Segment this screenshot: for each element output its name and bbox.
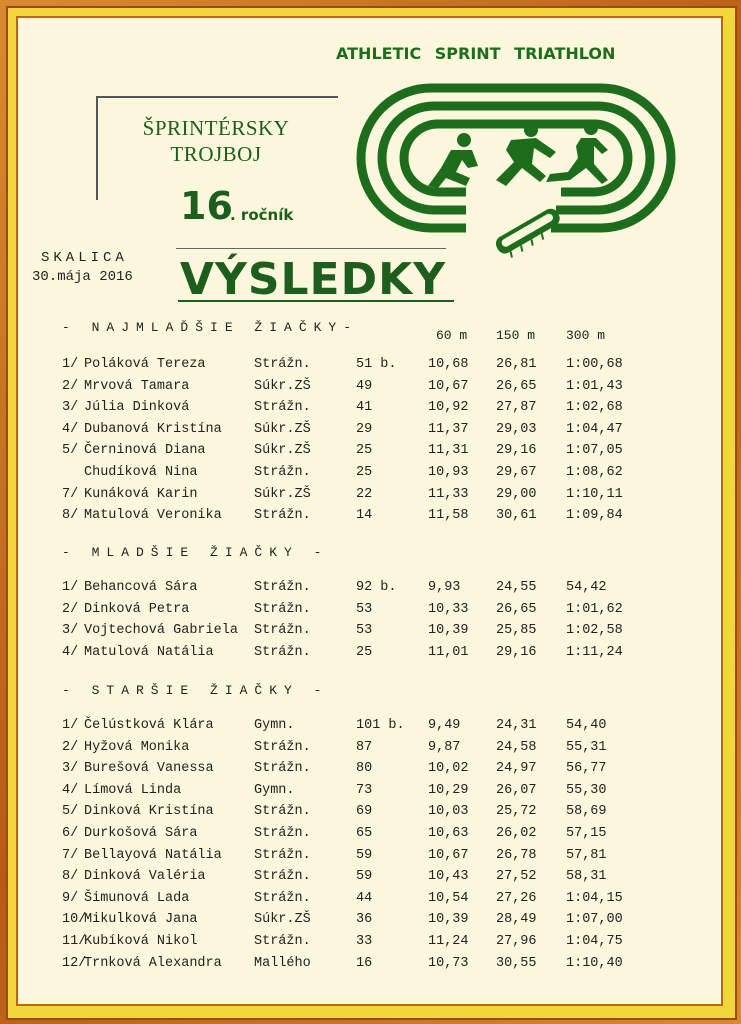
athlete-name: Dinková Petra [84, 601, 190, 617]
result-row [18, 804, 725, 824]
result-row [18, 487, 725, 507]
result-row [18, 956, 725, 976]
time-300m: 1:01,62 [566, 601, 623, 617]
athlete-name: Poláková Tereza [84, 357, 206, 372]
athlete-name: Matulová Natália [84, 644, 214, 660]
time-150m: 24,55 [496, 580, 537, 595]
result-row [18, 869, 725, 889]
result-rank: 9/ [62, 890, 79, 906]
time-300m: 55,31 [566, 739, 607, 755]
time-150m: 26,81 [496, 357, 537, 372]
column-150m: 150 m [496, 328, 536, 343]
time-300m: 1:07,05 [566, 443, 623, 459]
result-row [18, 379, 725, 399]
result-row [18, 934, 725, 954]
time-150m: 26,78 [496, 847, 537, 863]
athlete-points: 59 [356, 869, 373, 885]
time-150m: 30,55 [496, 955, 537, 971]
athlete-name: Durkošová Sára [84, 826, 198, 841]
result-rank: 7/ [62, 847, 79, 863]
athlete-points: 51 b. [356, 357, 397, 372]
time-150m: 27,87 [496, 400, 537, 416]
athlete-points: 14 [356, 508, 373, 524]
time-60m: 10,03 [428, 804, 469, 820]
result-rank: 4/ [62, 644, 79, 660]
time-150m: 24,58 [496, 739, 537, 755]
result-rank: 6/ [62, 826, 79, 841]
athlete-club: Strážn. [254, 739, 311, 755]
time-60m: 9,49 [428, 718, 461, 733]
time-60m: 11,24 [428, 934, 469, 949]
athlete-points: 87 [356, 739, 373, 755]
athlete-points: 92 b. [356, 580, 397, 595]
time-60m: 11,01 [428, 644, 469, 660]
athlete-club: Strážn. [254, 400, 311, 416]
athlete-name: Mrvová Tamara [84, 378, 190, 394]
time-60m: 10,29 [428, 782, 469, 798]
time-300m: 1:11,24 [566, 644, 623, 660]
athlete-name: Júlia Dinková [84, 400, 190, 416]
time-150m: 24,97 [496, 761, 537, 777]
time-60m: 11,31 [428, 443, 469, 459]
result-rank: 2/ [62, 378, 79, 394]
result-row [18, 580, 725, 600]
athlete-club: Strážn. [254, 804, 311, 820]
time-150m: 29,00 [496, 486, 537, 502]
athlete-points: 36 [356, 912, 373, 928]
result-row [18, 718, 725, 738]
result-row [18, 422, 725, 442]
athlete-name: Vojtechová Gabriela [84, 623, 238, 639]
athlete-points: 53 [356, 601, 373, 617]
athlete-points: 22 [356, 486, 373, 502]
athlete-club: Strážn. [254, 580, 311, 595]
athlete-club: Strážn. [254, 644, 311, 660]
result-row [18, 508, 725, 528]
athlete-points: 25 [356, 644, 373, 660]
title-rule-top [176, 248, 446, 249]
athlete-club: Strážn. [254, 826, 311, 841]
time-300m: 1:08,62 [566, 465, 623, 480]
results-title: VÝSLEDKY [179, 254, 447, 305]
result-rank: 4/ [62, 782, 79, 798]
time-60m: 11,37 [428, 421, 469, 437]
result-row [18, 645, 725, 665]
result-rank: 8/ [62, 869, 79, 885]
athlete-club: Strážn. [254, 465, 311, 480]
event-title-line2: TROJBOJ [170, 142, 262, 166]
track-logo-icon [346, 68, 686, 283]
result-row [18, 848, 725, 868]
time-150m: 24,31 [496, 718, 537, 733]
result-row [18, 891, 725, 911]
athlete-name: Kunáková Karin [84, 486, 198, 502]
result-row [18, 400, 725, 420]
athlete-club: Gymn. [254, 782, 295, 798]
result-rank: 3/ [62, 761, 79, 777]
athlete-points: 25 [356, 465, 373, 480]
time-150m: 29,16 [496, 644, 537, 660]
time-150m: 27,52 [496, 869, 537, 885]
time-150m: 30,61 [496, 508, 537, 524]
athlete-club: Súkr.ZŠ [254, 443, 311, 459]
athlete-points: 65 [356, 826, 373, 841]
result-rank: 4/ [62, 421, 79, 437]
athlete-points: 80 [356, 761, 373, 777]
time-60m: 10,39 [428, 623, 469, 639]
time-300m: 1:02,68 [566, 400, 623, 416]
athlete-club: Gymn. [254, 718, 295, 733]
edition-number: 16 [180, 184, 233, 228]
time-60m: 10,39 [428, 912, 469, 928]
athlete-points: 29 [356, 421, 373, 437]
athlete-name: Dinková Kristína [84, 804, 214, 820]
result-rank: 5/ [62, 804, 79, 820]
athlete-club: Strážn. [254, 869, 311, 885]
result-row [18, 783, 725, 803]
time-150m: 27,96 [496, 934, 537, 949]
result-row [18, 465, 725, 485]
time-300m: 58,69 [566, 804, 607, 820]
time-300m: 1:10,11 [566, 486, 623, 502]
athlete-name: Čelústková Klára [84, 718, 214, 733]
time-60m: 10,63 [428, 826, 469, 841]
category-heading: - STARŠIE ŽIAČKY - [62, 683, 329, 698]
time-60m: 10,92 [428, 400, 469, 416]
athlete-club: Strážn. [254, 508, 311, 524]
athlete-club: Strážn. [254, 623, 311, 639]
result-rank: 10/ [62, 912, 87, 928]
time-300m: 1:09,84 [566, 508, 623, 524]
athlete-name: Trnková Alexandra [84, 955, 222, 971]
result-rank: 2/ [62, 601, 79, 617]
results-sheet [16, 16, 723, 1006]
athlete-club: Strážn. [254, 847, 311, 863]
time-150m: 27,26 [496, 890, 537, 906]
result-row [18, 443, 725, 463]
result-row [18, 602, 725, 622]
time-300m: 57,81 [566, 847, 607, 863]
athlete-name: Matulová Veronika [84, 508, 222, 524]
time-300m: 57,15 [566, 826, 607, 841]
time-60m: 10,02 [428, 761, 469, 777]
time-60m: 11,33 [428, 486, 469, 502]
time-150m: 25,85 [496, 623, 537, 639]
time-300m: 58,31 [566, 869, 607, 885]
result-rank: 12/ [62, 955, 87, 971]
athlete-points: 33 [356, 934, 373, 949]
event-date: 30.mája 2016 [32, 269, 133, 285]
result-row [18, 740, 725, 760]
athlete-club: Súkr.ZŠ [254, 486, 311, 502]
time-300m: 1:04,75 [566, 934, 623, 949]
athlete-club: Súkr.ZŠ [254, 378, 311, 394]
time-150m: 26,07 [496, 782, 537, 798]
result-row [18, 826, 725, 846]
athlete-points: 73 [356, 782, 373, 798]
result-rank: 1/ [62, 580, 79, 595]
time-60m: 10,43 [428, 869, 469, 885]
result-rank: 2/ [62, 739, 79, 755]
time-60m: 10,67 [428, 847, 469, 863]
time-60m: 10,68 [428, 357, 469, 372]
athlete-name: Chudíková Nina [84, 465, 198, 480]
athlete-club: Súkr.ZŠ [254, 421, 311, 437]
brand-title: ATHLETIC SPRINT TRIATHLON [336, 44, 616, 63]
athlete-club: Strážn. [254, 601, 311, 617]
athlete-points: 53 [356, 623, 373, 639]
time-60m: 9,93 [428, 580, 461, 595]
athlete-points: 49 [356, 378, 373, 394]
athlete-points: 41 [356, 400, 373, 416]
time-60m: 10,54 [428, 890, 469, 906]
time-300m: 1:04,15 [566, 890, 623, 906]
category-heading: - MLADŠIE ŽIAČKY - [62, 545, 329, 560]
time-150m: 29,03 [496, 421, 537, 437]
athlete-points: 69 [356, 804, 373, 820]
category-heading: - NAJMLAĎŠIE ŽIAČKY- [62, 320, 359, 335]
athlete-points: 16 [356, 955, 373, 971]
edition-label: . ročník [230, 206, 294, 224]
athlete-name: Behancová Sára [84, 580, 198, 595]
title-rule-bottom [178, 300, 454, 302]
athlete-name: Hyžová Monika [84, 739, 190, 755]
column-60m: 60 m [436, 328, 468, 343]
time-300m: 1:01,43 [566, 378, 623, 394]
result-row [18, 357, 725, 377]
time-150m: 26,65 [496, 378, 537, 394]
result-rank: 3/ [62, 400, 79, 416]
result-row [18, 761, 725, 781]
result-row [18, 623, 725, 643]
time-300m: 54,42 [566, 580, 607, 595]
time-60m: 11,58 [428, 508, 469, 524]
time-60m: 10,93 [428, 465, 469, 480]
result-rank: 5/ [62, 443, 79, 459]
athlete-name: Burešová Vanessa [84, 761, 214, 777]
time-60m: 10,73 [428, 955, 469, 971]
time-60m: 10,67 [428, 378, 469, 394]
athlete-name: Kubíková Nikol [84, 934, 198, 949]
athlete-points: 25 [356, 443, 373, 459]
athlete-club: Mallého [254, 955, 311, 971]
time-150m: 26,65 [496, 601, 537, 617]
athlete-name: Dubanová Kristína [84, 421, 222, 437]
athlete-name: Bellayová Natália [84, 847, 222, 863]
time-300m: 1:02,58 [566, 623, 623, 639]
result-row [18, 912, 725, 932]
time-300m: 1:00,68 [566, 357, 623, 372]
result-rank: 1/ [62, 357, 79, 372]
result-rank: 3/ [62, 623, 79, 639]
athlete-points: 101 b. [356, 718, 405, 733]
time-300m: 54,40 [566, 718, 607, 733]
athlete-name: Šimunová Lada [84, 890, 190, 906]
time-150m: 28,49 [496, 912, 537, 928]
time-60m: 9,87 [428, 739, 461, 755]
result-rank: 7/ [62, 486, 79, 502]
time-150m: 25,72 [496, 804, 537, 820]
column-300m: 300 m [566, 328, 606, 343]
athlete-club: Strážn. [254, 761, 311, 777]
event-title-line1: ŠPRINTÉRSKY [142, 116, 290, 140]
time-60m: 10,33 [428, 601, 469, 617]
time-300m: 1:07,00 [566, 912, 623, 928]
athlete-club: Strážn. [254, 357, 311, 372]
time-300m: 1:10,40 [566, 955, 623, 971]
athlete-name: Černinová Diana [84, 443, 206, 459]
result-rank: 8/ [62, 508, 79, 524]
athlete-club: Strážn. [254, 890, 311, 906]
time-300m: 1:04,47 [566, 421, 623, 437]
result-rank: 1/ [62, 718, 79, 733]
athlete-name: Dinková Valéria [84, 869, 206, 885]
athlete-points: 59 [356, 847, 373, 863]
athlete-name: Mikulková Jana [84, 912, 198, 928]
time-150m: 29,16 [496, 443, 537, 459]
result-rank: 11/ [62, 934, 87, 949]
time-150m: 29,67 [496, 465, 537, 480]
time-300m: 56,77 [566, 761, 607, 777]
athlete-club: Súkr.ZŠ [254, 912, 311, 928]
time-300m: 55,30 [566, 782, 607, 798]
event-place: SKALICA [41, 250, 128, 266]
athlete-points: 44 [356, 890, 373, 906]
athlete-club: Strážn. [254, 934, 311, 949]
time-150m: 26,02 [496, 826, 537, 841]
athlete-name: Límová Linda [84, 782, 182, 798]
